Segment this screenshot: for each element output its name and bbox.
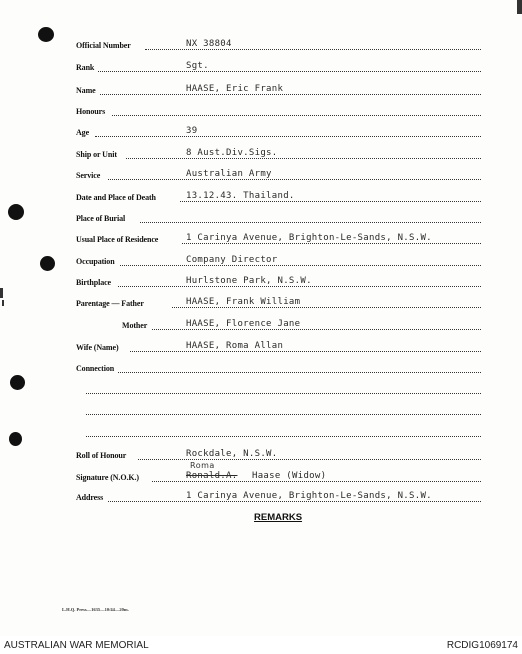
roll-of-honour-row bbox=[0, 448, 522, 462]
wife-row bbox=[0, 340, 522, 354]
place-of-burial-line bbox=[140, 222, 481, 223]
rank-value: Sgt. bbox=[186, 61, 209, 71]
ship-or-unit-value: 8 Aust.Div.Sigs. bbox=[186, 148, 278, 158]
usual-residence-line bbox=[182, 243, 481, 244]
service-label: Service bbox=[76, 171, 101, 180]
parentage-mother-row bbox=[0, 318, 522, 332]
occupation-value: Company Director bbox=[186, 255, 278, 265]
honours-row bbox=[0, 104, 522, 118]
address-value: 1 Carinya Avenue, Brighton-Le-Sands, N.S.W. bbox=[186, 491, 432, 501]
birthplace-value: Hurlstone Park, N.S.W. bbox=[186, 276, 312, 286]
ship-or-unit-row bbox=[0, 147, 522, 161]
honours-line bbox=[112, 115, 481, 116]
connection-label: Connection bbox=[76, 364, 115, 373]
name-label: Name bbox=[76, 86, 96, 95]
service-row bbox=[0, 168, 522, 182]
usual-residence-value: 1 Carinya Avenue, Brighton-Le-Sands, N.S.W. bbox=[186, 233, 432, 243]
footer-institution: AUSTRALIAN WAR MEMORIAL bbox=[4, 640, 149, 651]
parentage-mother-label: Mother bbox=[122, 321, 148, 330]
connection-line-4 bbox=[86, 436, 481, 437]
occupation-line bbox=[120, 265, 481, 266]
punch-hole-lower bbox=[10, 375, 25, 390]
official-number-line bbox=[145, 49, 481, 50]
connection-line-3 bbox=[86, 414, 481, 415]
rank-row bbox=[0, 60, 522, 74]
signature-value: Haase (Widow) bbox=[252, 471, 327, 481]
place-of-burial-row bbox=[0, 211, 522, 225]
archive-footer bbox=[0, 636, 522, 654]
occupation-label: Occupation bbox=[76, 257, 115, 266]
age-value: 39 bbox=[186, 126, 198, 136]
parentage-father-row bbox=[0, 296, 522, 310]
ship-or-unit-line bbox=[126, 158, 481, 159]
address-row bbox=[0, 490, 522, 504]
punch-hole-bottom bbox=[9, 432, 22, 446]
ship-or-unit-label: Ship or Unit bbox=[76, 150, 117, 159]
age-line bbox=[95, 136, 481, 137]
age-label: Age bbox=[76, 128, 90, 137]
signature-label: Signature (N.O.K.) bbox=[76, 473, 139, 482]
rank-label: Rank bbox=[76, 63, 95, 72]
parentage-father-value: HAASE, Frank William bbox=[186, 297, 301, 307]
date-place-death-label: Date and Place of Death bbox=[76, 193, 156, 202]
roll-of-honour-line bbox=[138, 459, 481, 460]
birthplace-row bbox=[0, 275, 522, 289]
name-value: HAASE, Eric Frank bbox=[186, 84, 284, 94]
signature-line bbox=[152, 481, 481, 482]
edge-mark bbox=[517, 0, 522, 14]
parentage-father-line bbox=[172, 307, 481, 308]
wife-label: Wife (Name) bbox=[76, 343, 119, 352]
rank-line bbox=[98, 71, 481, 72]
name-line bbox=[100, 94, 481, 95]
connection-line-2 bbox=[86, 393, 481, 394]
address-line bbox=[108, 501, 481, 502]
parentage-mother-line bbox=[152, 329, 481, 330]
signature-struck-value: Ronald.A. bbox=[186, 471, 238, 481]
wife-line bbox=[130, 351, 481, 352]
birthplace-line bbox=[118, 286, 481, 287]
official-number-row bbox=[0, 38, 522, 52]
date-place-death-row bbox=[0, 190, 522, 204]
usual-residence-row bbox=[0, 232, 522, 246]
signature-handwritten-correction: Roma bbox=[190, 461, 215, 470]
birthplace-label: Birthplace bbox=[76, 278, 111, 287]
wife-value: HAASE, Roma Allan bbox=[186, 341, 284, 351]
age-row bbox=[0, 125, 522, 139]
roll-of-honour-label: Roll of Honour bbox=[76, 451, 127, 460]
signature-row bbox=[0, 470, 522, 484]
place-of-burial-label: Place of Burial bbox=[76, 214, 126, 223]
date-place-death-value: 13.12.43. Thailand. bbox=[186, 191, 295, 201]
printer-imprint: L.H.Q. Press—1635—10/44—20m. bbox=[62, 607, 129, 612]
address-label: Address bbox=[76, 493, 104, 502]
official-number-label: Official Number bbox=[76, 41, 131, 50]
usual-residence-label: Usual Place of Residence bbox=[76, 235, 159, 244]
date-place-death-line bbox=[180, 201, 481, 202]
name-row bbox=[0, 83, 522, 97]
connection-row bbox=[0, 361, 522, 375]
parentage-mother-value: HAASE, Florence Jane bbox=[186, 319, 301, 329]
footer-record-id: RCDIG1069174 bbox=[446, 640, 518, 651]
remarks-heading: REMARKS bbox=[254, 512, 303, 523]
connection-line bbox=[118, 372, 481, 373]
roll-of-honour-value: Rockdale, N.S.W. bbox=[186, 449, 278, 459]
parentage-father-label: Parentage — Father bbox=[76, 299, 144, 308]
occupation-row bbox=[0, 254, 522, 268]
service-value: Australian Army bbox=[186, 169, 272, 179]
honours-label: Honours bbox=[76, 107, 106, 116]
official-number-value: NX 38804 bbox=[186, 39, 232, 49]
service-line bbox=[108, 179, 481, 180]
